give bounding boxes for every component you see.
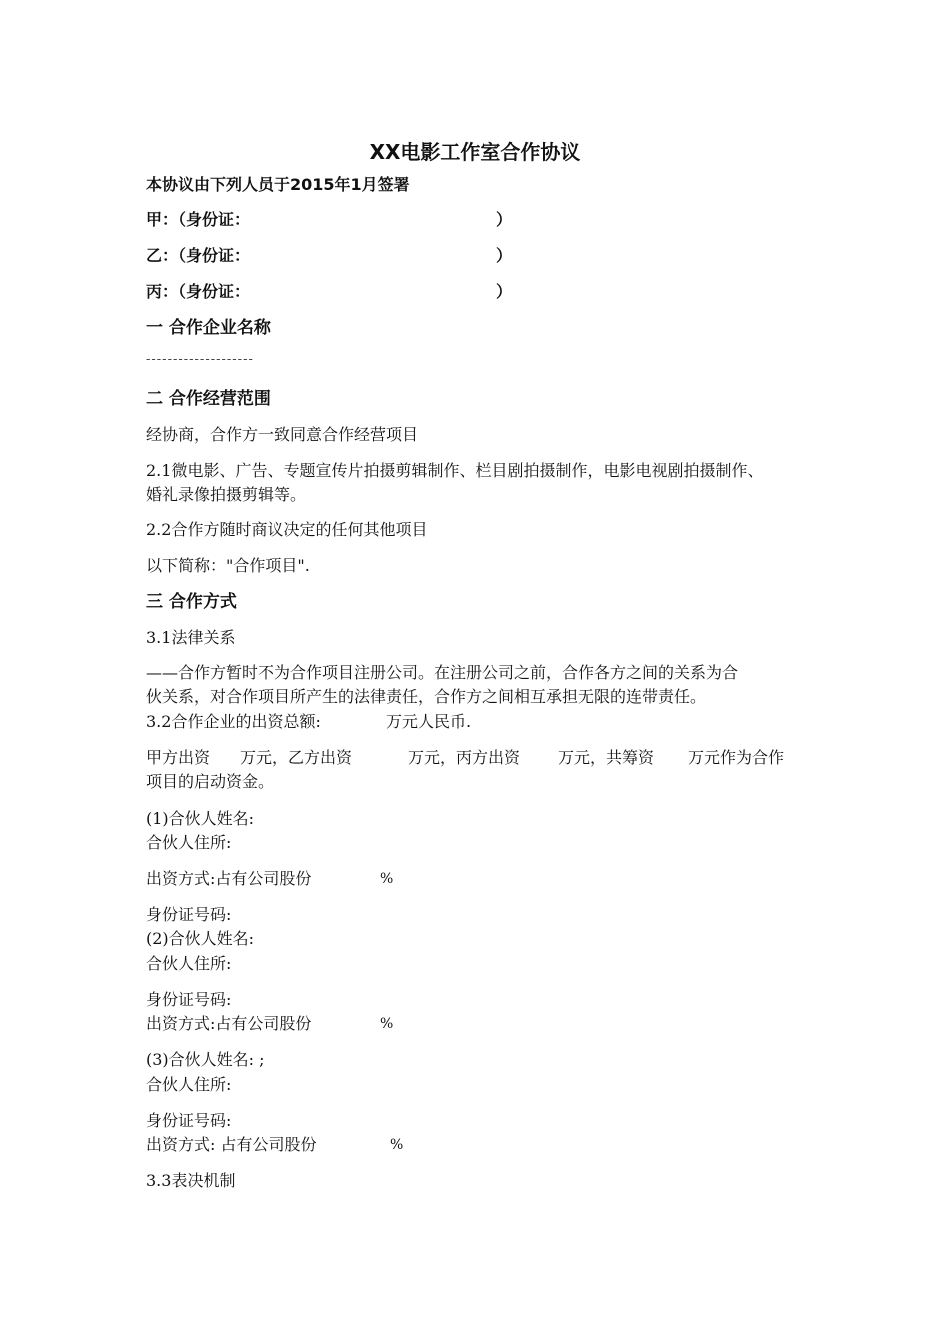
partner3-id: 身份证号码:	[146, 1111, 232, 1130]
partner2-percent: %	[380, 1016, 394, 1032]
investment-b: 万元，乙方出资	[240, 748, 353, 767]
section2-p3: 2.2合作方随时商议决定的任何其他项目	[146, 520, 428, 539]
investment-a: 甲方出资	[146, 748, 211, 767]
section2-p4: 以下简称："合作项目".	[146, 556, 310, 575]
clause-3-1: 3.1法律关系	[146, 628, 236, 647]
intro-line: 本协议由下列人员于2015年1月签署	[146, 175, 410, 194]
section3-heading: 三 合作方式	[146, 592, 237, 612]
section2-p1: 经协商，合作方一致同意合作经营项目	[146, 425, 419, 444]
partner1-name: (1)合伙人姓名:	[146, 809, 255, 828]
section2-p2b: 婚礼录像拍摄剪辑等。	[146, 485, 307, 504]
section1-heading: 一 合作企业名称	[146, 318, 271, 338]
party-b-label: 乙：（身份证：	[146, 246, 251, 265]
document-title: XX电影工作室合作协议	[369, 140, 581, 164]
partner2-address: 合伙人住所:	[146, 954, 232, 973]
partner1-method: 出资方式:占有公司股份	[146, 869, 312, 888]
investment-line2: 项目的启动资金。	[146, 772, 275, 791]
partner3-address: 合伙人住所:	[146, 1075, 232, 1094]
partner2-id: 身份证号码:	[146, 990, 232, 1009]
clause-3-1-text-b: 伙关系，对合作项目所产生的法律责任，合作方之间相互承担无限的连带责任。	[146, 687, 707, 706]
party-a-label: 甲：（身份证：	[146, 210, 251, 229]
partner3-method: 出资方式: 占有公司股份	[146, 1135, 317, 1154]
investment-d: 万元，共筹资	[558, 748, 655, 767]
investment-c: 万元，丙方出资	[408, 748, 521, 767]
partner1-id: 身份证号码:	[146, 905, 232, 924]
partner1-percent: %	[380, 871, 394, 887]
investment-e: 万元作为合作	[688, 748, 785, 767]
clause-3-2-a: 3.2合作企业的出资总额:	[146, 712, 321, 731]
clause-3-2-b: 万元人民币.	[386, 712, 472, 731]
partner1-address: 合伙人住所:	[146, 833, 232, 852]
partner3-name: (3)合伙人姓名: ;	[146, 1050, 265, 1069]
party-c-label: 丙：（身份证：	[146, 282, 251, 301]
party-c-close: ）	[496, 282, 513, 301]
party-b-close: ）	[496, 246, 513, 265]
partner2-method: 出资方式:占有公司股份	[146, 1014, 312, 1033]
partner3-percent: %	[390, 1137, 404, 1153]
party-a-close: ）	[496, 210, 513, 229]
section2-heading: 二 合作经营范围	[146, 389, 271, 409]
clause-3-1-text-a: ——合作方暂时不为合作项目注册公司。在注册公司之前，合作各方之间的关系为合	[146, 663, 739, 682]
partner2-name: (2)合伙人姓名:	[146, 929, 255, 948]
section1-blank-line: --------------------	[146, 352, 254, 367]
section2-p2a: 2.1微电影、广告、专题宣传片拍摄剪辑制作、栏目剧拍摄制作，电影电视剧拍摄制作、	[146, 461, 764, 480]
clause-3-3: 3.3表决机制	[146, 1171, 236, 1190]
